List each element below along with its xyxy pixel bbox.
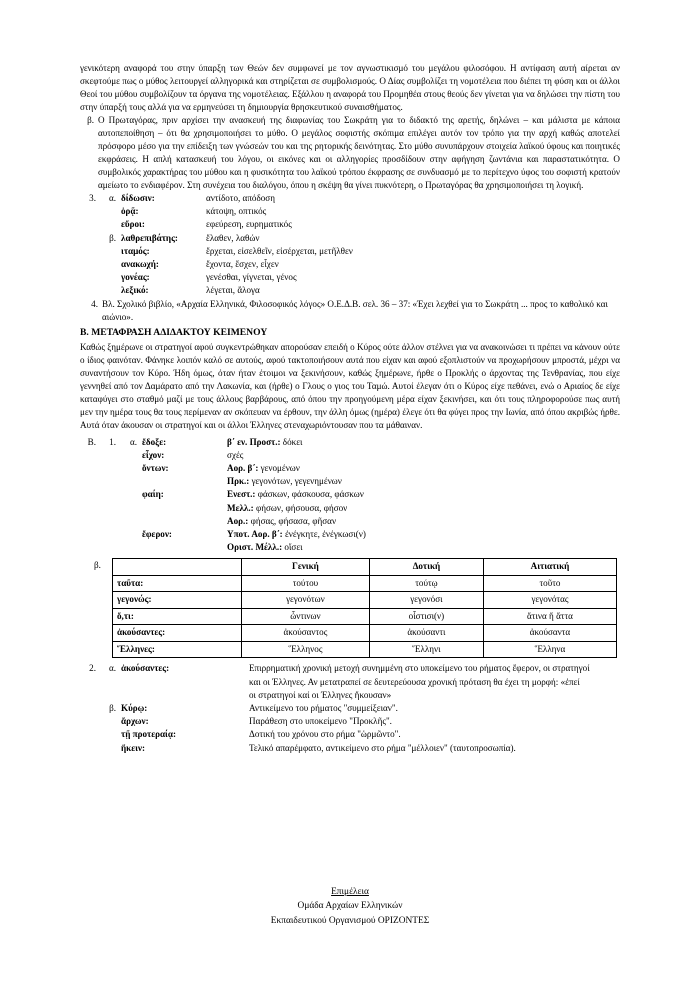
- lemma-key: Κύρῳ:: [121, 703, 148, 714]
- item4-row: [80, 298, 620, 324]
- item-beta-marker: β.: [87, 115, 94, 125]
- item3-b-entry-2: [80, 258, 620, 271]
- section-b1-label-b: Β.: [87, 436, 96, 447]
- table-cell-genitive: ἀκούσαντος: [242, 625, 370, 642]
- lemma-value-forms: φάσκων, φάσκουσα, φάσκων: [255, 489, 364, 500]
- item-beta-row: [80, 114, 620, 192]
- lemma-key: ανακωχή:: [121, 259, 159, 270]
- lemma-key: εὕροι:: [121, 219, 145, 230]
- lemma-key: τῇ προτεραίᾳ:: [121, 729, 176, 740]
- lemma-value-tense: Μελλ.:: [227, 502, 254, 513]
- table-header-row: [113, 559, 617, 576]
- lemma-value-forms: γενομένων: [258, 463, 300, 474]
- item3-group-a-marker: α.: [108, 193, 116, 203]
- lemma-value-forms: φήσων, φήσουσα, φήσον: [253, 502, 348, 513]
- lemma-value: [227, 541, 620, 554]
- table-cell-genitive: τούτου: [242, 575, 370, 592]
- table-header-accusative: Αιτιατική: [483, 559, 616, 576]
- item3-b-entry-1: [80, 245, 620, 258]
- lemma-value: [227, 528, 620, 541]
- table-header-genitive: Γενική: [242, 559, 370, 576]
- lemma-value: [227, 449, 620, 462]
- lemma-value-tense: Ενεστ.:: [227, 489, 256, 500]
- lemma-value-forms: δόκει: [280, 436, 303, 447]
- table-row-key: γεγονώς:: [113, 592, 242, 609]
- lemma-value-forms: γεγονότων, γεγενημένων: [249, 476, 342, 487]
- lemma-value-tense: Αορ. β΄:: [227, 463, 259, 474]
- footer-title: Επιμέλεια: [331, 886, 369, 897]
- table-row-key: ταῦτα:: [113, 575, 242, 592]
- table-row-key: ὅ,τι:: [113, 608, 242, 625]
- lemma-value: ἔρχεται, εἰσελθεῖν, εἰσέρχεται, μετῆλθεν: [206, 245, 353, 256]
- b1-group-b-marker: β.: [94, 560, 101, 571]
- lemma-value: και οι Έλληνες. Αν μετατραπεί σε δευτερεύουσα χρονική πρόταση θα έχει τη μορφή: «ἐπεί: [249, 676, 580, 687]
- lemma-value-forms: οἴσει: [282, 542, 303, 553]
- b2-b-entry-0: [80, 702, 620, 715]
- table-row: [113, 608, 617, 625]
- lemma-value: Παράθεση στο υποκείμενο "Προκλῆς".: [249, 716, 392, 727]
- b2-a-line-0: [80, 662, 620, 675]
- section-b-heading: Β. ΜΕΤΑΦΡΑΣΗ ΑΔΙΔΑΚΤΟΥ ΚΕΙΜΕΝΟΥ: [80, 326, 268, 338]
- item3-a-entry-0: [80, 192, 620, 205]
- table-cell-genitive: γεγονότων: [242, 592, 370, 609]
- lemma-value: λέγεται, ἄλογα: [206, 285, 260, 296]
- item4-number: 4.: [91, 298, 98, 309]
- lemma-key: ὄντων:: [142, 463, 169, 474]
- lemma-key: ἔφερον:: [142, 529, 172, 540]
- lemma-value: Τελικό απαρέμφατο, αντικείμενο στο ρήμα "μέλλοιεν" (ταυτοπροσωπία).: [249, 742, 516, 753]
- lemma-key: εἶχον:: [142, 449, 165, 460]
- item3-b-entry-0: [80, 232, 620, 245]
- lemma-value: [227, 502, 620, 515]
- item3-a-entry-2: [80, 218, 620, 231]
- table-row: [113, 575, 617, 592]
- section-b-translation: Καθώς ξημέρωνε οι στρατηγοί αφού συγκεντρώθηκαν απορούσαν επειδή ο Κύρος ούτε άλλον στέλνει για να ανακοινώσει τι πρέπει να κάνουν ούτε ο ίδιος φαινόταν. Φάνηκε λοιπόν καλό σε αυτούς, αφού τακτοποιήσουν αυτά που είχαν και αφού εξοπλιστούν να προχωρήσουν μπροστά, μέχρι να συναντήσουν τον Κύρο. Ήδη όμως, όταν ήταν έτοιμοι να ξεκινήσουν, καθώς ξημέρωνε, ήρθε ο Προκλής ο άρχοντας της Τενθρανίας, που είχε γεννηθεί από τον Δαμάρατο από την Λακωνία, και (ήρθε) ο Γλους ο γιος του Ταμώ. Αυτοί έλεγαν ότι ο Κύρος είχε πεθάνει, ενώ ο Αριαίος δε είχε καταφύγει στο σταθμό μαζί με τους άλλους βαρβάρους, από όπου την προηγούμενη μέρα είχαν ξεκινήσει, και ότι τους πληροφορούσε πως αυτή μεν την ημέρα τους θα τους περίμεναν αν σκόπευαν να έρθουν, την άλλη όμως (ημέρα) έλεγε ότι θα φύγει προς την Ιωνία, από όπου ακριβώς ήρθε. Αυτά όταν άκουσαν οι στρατηγοί και οι άλλοι Έλληνες στεναχωριόντουσαν που τα μάθαιναν.: [80, 341, 620, 430]
- lemma-value-tense: Πρκ.:: [227, 476, 250, 487]
- lemma-key: ἀκούσαντες:: [121, 663, 170, 674]
- lemma-key: γονέας:: [121, 272, 150, 283]
- declension-table-block: [80, 558, 620, 658]
- lemma-value: [227, 488, 620, 501]
- table-cell-dative: γεγονόσι: [369, 592, 483, 609]
- lemma-key: δίδωσιν:: [121, 193, 155, 203]
- lemma-value: ἔχοντα, ἔσχεν, εἶχεν: [206, 259, 279, 270]
- table-cell-genitive: Ἕλληνος: [242, 641, 370, 658]
- declension-table: [112, 558, 617, 658]
- lemma-value-tense: Αορ.:: [227, 515, 249, 526]
- lemma-value: οι στρατηγοί καί οι Έλληνες ἤκουσαν»: [249, 689, 392, 700]
- lemma-key: ἥκειν:: [121, 742, 146, 753]
- footer: [0, 885, 700, 929]
- table-cell-accusative: Ἕλληνα: [483, 641, 616, 658]
- table-row: [113, 592, 617, 609]
- lemma-key: ὁρᾷ:: [121, 206, 139, 217]
- lemma-value: εφεύρεση, ευρηματικός: [206, 219, 292, 230]
- b2-a-line-2: [80, 689, 620, 702]
- table-header-dative: Δοτική: [369, 559, 483, 576]
- b2-b-entry-1: [80, 715, 620, 728]
- lemma-key: ἄρχων:: [121, 716, 149, 727]
- table-header-blank: [113, 559, 242, 576]
- b1-group-a-marker: α.: [129, 436, 137, 447]
- item3-b-entry-3: [80, 271, 620, 284]
- lemma-key: ιταμός:: [121, 245, 150, 256]
- b1-a-entry-0: [80, 436, 620, 449]
- lemma-value: ἔλαθεν, λαθών: [206, 232, 260, 243]
- lemma-value: κάτοψη, οπτικός: [206, 206, 267, 217]
- footer-line-2: Εκπαιδευτικού Οργανισμού ΟΡΙΖΟΝΤΕΣ: [270, 915, 430, 926]
- lemma-value: Δοτική του χρόνου στο ρήμα "ὡρμῶντο".: [249, 729, 401, 740]
- table-row: [113, 625, 617, 642]
- lemma-key: λαθρεπιβάτης:: [121, 232, 178, 243]
- lemma-value: αντίδοτο, απόδοση: [206, 193, 275, 203]
- lemma-key: λεξικό:: [121, 285, 149, 296]
- b1-a-entry-8: [80, 541, 620, 554]
- lemma-key: ἔδοξε:: [142, 436, 167, 447]
- lemma-value-forms: ἐνέγκητε, ἐνέγκωσι(ν): [282, 529, 366, 540]
- b1-a-entry-4: [80, 488, 620, 501]
- b1-a-entry-6: [80, 515, 620, 528]
- table-cell-accusative: γεγονότας: [483, 592, 616, 609]
- lemma-value: [227, 462, 620, 475]
- table-cell-dative: τούτῳ: [369, 575, 483, 592]
- b2-b-entry-3: [80, 742, 620, 755]
- b2-number: 2.: [89, 663, 96, 674]
- item3-group-b-marker: β.: [109, 232, 116, 243]
- lemma-value: γενέσθαι, γίγνεται, γένος: [206, 272, 297, 283]
- b2-a-line-1: [80, 676, 620, 689]
- item4-text: Βλ. Σχολικό βιβλίο, «Αρχαία Ελληνικά, Φιλοσοφικός λόγος» Ο.Ε.Δ.Β. σελ. 36 – 37: «Έχει λεχθεί για το Σωκράτη ... προς το καθολικό και αιώνιο».: [102, 298, 608, 322]
- lemma-value: Επιρρηματική χρονική μετοχή συνημμένη στο υποκείμενο του ρήματος ἔφερον, οι στρατηγοί: [249, 663, 590, 674]
- lemma-value-tense: Οριστ. Μέλλ.:: [227, 542, 283, 553]
- table-row: [113, 641, 617, 658]
- b1-a-entry-2: [80, 462, 620, 475]
- lemma-value: [227, 475, 620, 488]
- b1-a-entry-7: [80, 528, 620, 541]
- item-beta-text: Ο Πρωταγόρας, πριν αρχίσει την ανασκευή της διαφωνίας του Σωκράτη για το διδακτό της αρετής, δηλώνει – και μάλιστα με κάποια αυτοπεποίθηση – ότι θα χρησιμοποιήσει το μύθο. Ο μεγάλος σοφιστής σκόπιμα επιλέγει αυτόν τον τρόπο για την αρχή καθώς αποτελεί πρόσφορο μέσο για την επίδειξη των γνώσεών του και της ρητορικής δεινότητας. Στο μύθο συνυπάρχουν στοιχεία λαϊκού ύφους και ποιητικές εκφράσεις. Η απλή κατασκευή του λόγου, οι εικόνες και οι αλληγορίες προσδίδουν στην αφήγηση ζωντάνια και παραστατικότητα. Ο συμβολικός χαρακτήρας του μύθου και η φυσικότητα του λαϊκού τρόπου έκφρασης σε συνδυασμό με το περίτεχνο ύφος του σοφιστή κρατούν αμείωτο το ενδιαφέρον. Στη συνέχεια του διαλόγου, όπου η σκέψη θα γίνει πυκνότερη, ο Πρωταγόρας θα χρησιμοποιήσει τη λογική.: [98, 115, 620, 190]
- footer-line-1: Ομάδα Αρχαίων Ελληνικών: [297, 901, 403, 911]
- lemma-value-forms: φήσας, φήσασα, φῆσαν: [248, 515, 337, 526]
- lemma-value-tense: β΄ εν. Προστ.:: [227, 436, 281, 447]
- b2-b-entry-2: [80, 728, 620, 741]
- b2-group-a-marker: α.: [108, 663, 116, 674]
- b1-a-entry-3: [80, 475, 620, 488]
- lemma-value: [227, 436, 620, 449]
- item3-number: 3.: [89, 193, 96, 203]
- intro-paragraph: γενικότερη αναφορά του στην ύπαρξη των Θεών δεν συμφωνεί με τον αγνωστικισμό του μεγάλου φιλοσόφου. Η αντίφαση αυτή αίρεται αν σκεφτούμε πως ο μύθος λειτουργεί αλληγορικά και στηρίζεται σε συμβολισμούς. Ο Δίας συμβολίζει τη νομοτέλεια που διέπει τη φύση και οι άλλοι Θεοί του μύθου συμβολίζουν τα όργανα της νομοτέλειας. Εξάλλου η αναφορά του Προμηθέα στους θεούς δεν γίνεται για να δηλώσει την πίστη του στην ύπαρξή τους αλλά για να ερμηνεύσει τη δημιουργία θρησκευτικού συναισθήματος.: [80, 63, 620, 112]
- section-b1-label-1: 1.: [109, 436, 116, 447]
- lemma-value: Αντικείμενο του ρήματος "συμμείξειαν".: [249, 703, 398, 714]
- item3-b-entry-4: [80, 284, 620, 297]
- lemma-key: φαίη:: [142, 489, 164, 500]
- b1-a-entry-5: [80, 502, 620, 515]
- table-cell-accusative: ἀκούσαντα: [483, 625, 616, 642]
- lemma-value: [227, 515, 620, 528]
- table-cell-genitive: ὧντινων: [242, 608, 370, 625]
- lemma-value-forms: σχές: [227, 449, 244, 460]
- b2-group-b-marker: β.: [109, 703, 116, 714]
- table-cell-dative: ἀκούσαντι: [369, 625, 483, 642]
- b1-a-entry-1: [80, 449, 620, 462]
- table-cell-dative: Ἕλληνι: [369, 641, 483, 658]
- table-row-key: Ἕλληνες:: [113, 641, 242, 658]
- lemma-value-tense: Υποτ. Αορ. β΄:: [227, 529, 283, 540]
- table-cell-dative: οἷστισι(ν): [369, 608, 483, 625]
- item3-a-entry-1: [80, 205, 620, 218]
- table-cell-accusative: ἅτινα ἤ ἅττα: [483, 608, 616, 625]
- table-cell-accusative: τοῦτο: [483, 575, 616, 592]
- table-row-key: ἀκούσαντες:: [113, 625, 242, 642]
